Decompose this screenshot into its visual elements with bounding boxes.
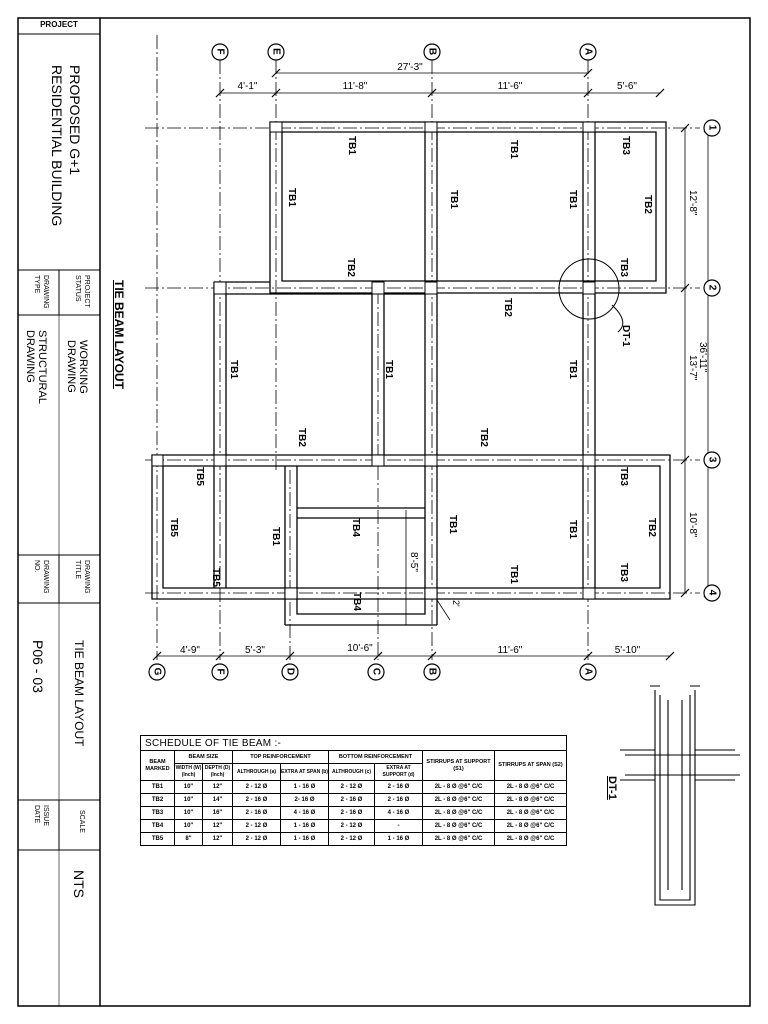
type-label-1: DRAWING — [42, 275, 49, 309]
dim-top-eb: 11'-8" — [342, 81, 368, 92]
header-stirrups-support: STIRRUPS AT SUPPORT (S1) — [423, 751, 495, 781]
header-top-reinforcement: TOP REINFORCEMENT — [233, 751, 329, 764]
beam-label-tb1: TB1 — [447, 515, 458, 534]
beam-label-tb1: TB1 — [567, 360, 578, 379]
grid-label-a: A — [582, 47, 594, 56]
issue-label-1: ISSUE — [42, 805, 49, 827]
header-top-althrough: ALTHROUGH (a) — [233, 764, 281, 781]
dim-inner-2: 2' — [451, 600, 461, 607]
beam-label-tb2: TB2 — [478, 428, 489, 447]
beam-label-tb1: TB1 — [270, 527, 281, 546]
columns — [152, 122, 595, 599]
table-row: TB5 8" 12" 2 - 12 Ø 1 - 16 Ø 2 - 12 Ø 1 - 16 Ø 2L - 8 Ø @6" C/C 2L - 8 Ø @6" C/C — [141, 833, 567, 846]
no-label-1: DRAWING — [42, 560, 49, 594]
table-row: TB3 10" 16" 2 - 16 Ø 4 - 16 Ø 2 - 16 Ø 4 - 16 Ø 2L - 8 Ø @6" C/C 2L - 8 Ø @6" C/C — [141, 807, 567, 820]
beam-label-tb1: TB1 — [286, 188, 297, 207]
status-label-2: STATUS — [74, 275, 81, 302]
project-label: PROJECT — [40, 20, 78, 29]
dim-inner-85: 8'-5" — [408, 552, 419, 572]
beam-label-tb1: TB1 — [508, 565, 519, 584]
beam-label-tb4: TB4 — [350, 518, 361, 537]
scale-label: SCALE — [78, 810, 85, 833]
beam-label-tb3: TB3 — [618, 563, 629, 582]
beam-label-tb5: TB5 — [194, 467, 205, 486]
beam-label-tb3: TB3 — [620, 136, 631, 155]
beam-label-tb2: TB2 — [345, 258, 356, 277]
status-label-1: PROJECT — [83, 275, 90, 308]
beam-label-tb5: TB5 — [168, 518, 179, 537]
drawing-number-value: P06 - 03 — [30, 640, 46, 693]
grid-label-d-bottom: D — [284, 667, 296, 676]
header-bottom-extra: EXTRA AT SUPPORT (d) — [375, 764, 423, 781]
type-value-2: DRAWING — [24, 330, 36, 383]
grid-label-f-bottom: F — [214, 668, 226, 675]
grid-label-f: F — [214, 48, 226, 55]
project-name-line-2: RESIDENTIAL BUILDING — [49, 65, 65, 227]
status-value-2: DRAWING — [65, 340, 77, 393]
beam-label-tb1: TB1 — [346, 136, 357, 155]
dim-bottom-a-right: 5'-10" — [614, 645, 641, 656]
layout-title: TIE BEAM LAYOUT — [112, 280, 126, 389]
sheet-border — [18, 18, 750, 1006]
header-top-extra: EXTRA AT SPAN (b) — [281, 764, 329, 781]
dim-bottom-fd: 5'-3" — [245, 645, 265, 656]
type-label-2: TYPE — [33, 275, 40, 294]
dim-right-overall: 36'-11" — [697, 342, 708, 373]
grid-label-3: 3 — [706, 456, 718, 463]
grid-label-a-bottom: A — [582, 667, 594, 676]
type-value-1: STRUCTURAL — [36, 330, 48, 404]
header-bottom-althrough: ALTHROUGH (c) — [329, 764, 375, 781]
header-width: WIDTH (W) (Inch) — [175, 764, 203, 781]
grid-lines — [145, 35, 700, 660]
beam-label-tb1: TB1 — [228, 360, 239, 379]
dim-top-a-right: 5'-6" — [617, 81, 637, 92]
dim-overall-top: 27'-3" — [397, 62, 423, 73]
issue-label-2: DATE — [33, 805, 40, 824]
grid-label-4: 4 — [706, 589, 718, 596]
dim-top-fe: 4'-1" — [237, 81, 258, 92]
dim-bottom-gf: 4'-9" — [180, 645, 200, 656]
beam-label-tb3: TB3 — [618, 467, 629, 486]
beam-label-tb1: TB1 — [508, 140, 519, 159]
beam-label-tb1: TB1 — [383, 360, 394, 379]
header-stirrups-span: STIRRUPS AT SPAN (S2) — [495, 751, 567, 781]
dim-right-34: 10'-8" — [687, 512, 698, 538]
dim-right-12: 12'-8" — [687, 190, 698, 216]
beam-label-tb2: TB2 — [646, 518, 657, 537]
grid-label-b: B — [426, 47, 438, 56]
beam-label-tb2: TB2 — [502, 298, 513, 317]
grid-label-c-bottom: C — [370, 667, 382, 676]
title-label-1: DRAWING — [83, 560, 90, 594]
dim-top-ba: 11'-6" — [497, 81, 523, 92]
status-value-1: WORKING — [77, 340, 89, 394]
header-bottom-reinforcement: BOTTOM REINFORCEMENT — [329, 751, 423, 764]
dt1-section-detail — [620, 686, 740, 905]
header-beam-size: BEAM SIZE — [175, 751, 233, 764]
title-label-2: TITLE — [74, 560, 81, 580]
scale-value: NTS — [71, 870, 87, 898]
table-row: TB1 10" 12" 2 - 12 Ø 1 - 16 Ø 2 - 12 Ø 2 - 16 Ø 2L - 8 Ø @6" C/C 2L - 8 Ø @6" C/C — [141, 781, 567, 794]
detail-mark-label: DT-1 — [620, 325, 631, 347]
schedule-title: SCHEDULE OF TIE BEAM :- — [141, 736, 567, 751]
grid-label-e: E — [270, 48, 282, 55]
tie-beam-schedule — [140, 735, 567, 846]
project-name-line-1: PROPOSED G+1 — [67, 65, 83, 176]
grid-label-g-bottom: G — [151, 667, 163, 676]
dt1-detail-label: DT-1 — [606, 776, 618, 800]
beam-label-tb1: TB1 — [567, 520, 578, 539]
beam-label-tb1: TB1 — [567, 190, 578, 209]
grid-label-2: 2 — [706, 284, 718, 291]
table-row: TB2 10" 14" 2 - 16 Ø 2- 16 Ø 2 - 16 Ø 2 - 16 Ø 2L - 8 Ø @6" C/C 2L - 8 Ø @6" C/C — [141, 794, 567, 807]
grid-label-b-bottom: B — [426, 667, 438, 676]
beam-label-tb4: TB4 — [351, 592, 362, 611]
beam-label-tb2: TB2 — [296, 428, 307, 447]
dim-bottom-dc: 10'-6" — [347, 643, 373, 654]
header-depth: DEPTH (D) (Inch) — [203, 764, 233, 781]
beam-label-tb5: TB5 — [210, 568, 221, 587]
header-beam-marked: BEAM MARKED — [141, 751, 175, 781]
dim-right-23: 13'-7" — [687, 355, 698, 381]
table-row: TB4 10" 12" 2 - 12 Ø 1 - 16 Ø 2 - 12 Ø - 2L - 8 Ø @6" C/C 2L - 8 Ø @6" C/C — [141, 820, 567, 833]
beam-label-tb3: TB3 — [618, 258, 629, 277]
dim-bottom-ba: 11'-6" — [497, 645, 523, 656]
beam-label-tb1: TB1 — [448, 190, 459, 209]
detail-callout — [559, 259, 623, 332]
no-label-2: NO. — [33, 560, 40, 573]
grid-label-1: 1 — [706, 124, 718, 131]
beam-label-tb2: TB2 — [642, 195, 653, 214]
drawing-title-value: TIE BEAM LAYOUT — [72, 640, 86, 747]
